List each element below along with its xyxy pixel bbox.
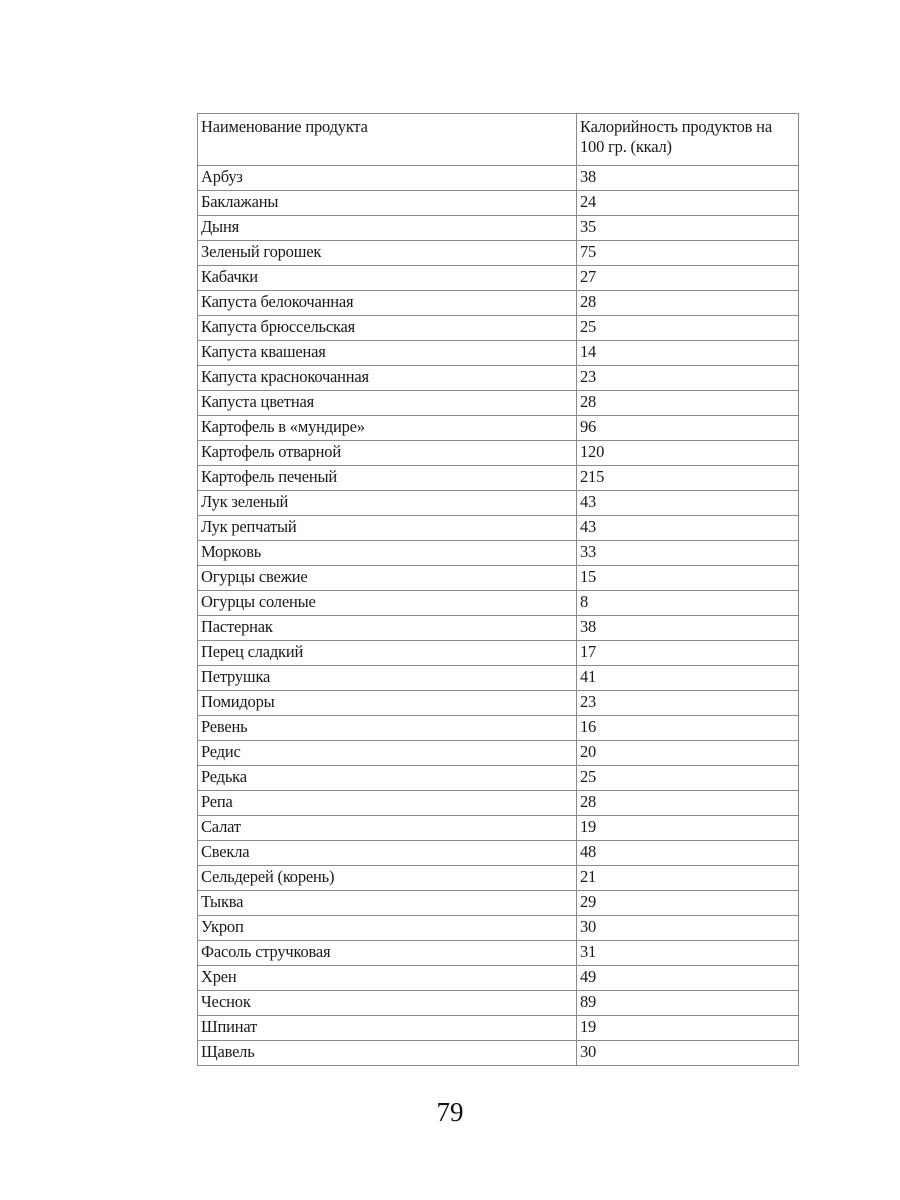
table-row	[198, 416, 799, 441]
product-name-cell: Капуста брюссельская	[198, 316, 577, 341]
product-name-cell: Арбуз	[198, 166, 577, 191]
calories-cell: 38	[577, 616, 799, 641]
calories-cell: 19	[577, 816, 799, 841]
product-name-cell: Тыква	[198, 891, 577, 916]
table-row	[198, 841, 799, 866]
product-name-cell: Редис	[198, 741, 577, 766]
product-name-cell: Помидоры	[198, 691, 577, 716]
table-row	[198, 366, 799, 391]
product-name-cell: Дыня	[198, 216, 577, 241]
table-row	[198, 316, 799, 341]
calories-cell: 24	[577, 191, 799, 216]
product-name-cell: Капуста квашеная	[198, 341, 577, 366]
product-name-cell: Салат	[198, 816, 577, 841]
calories-cell: 120	[577, 441, 799, 466]
table-row	[198, 1041, 799, 1066]
calories-cell: 30	[577, 916, 799, 941]
product-name-cell: Укроп	[198, 916, 577, 941]
table-row	[198, 466, 799, 491]
product-name-cell: Лук зеленый	[198, 491, 577, 516]
calories-cell: 14	[577, 341, 799, 366]
product-name-cell: Сельдерей (корень)	[198, 866, 577, 891]
table-row	[198, 1016, 799, 1041]
product-name-cell: Морковь	[198, 541, 577, 566]
table-row	[198, 291, 799, 316]
calorie-table	[197, 113, 799, 1066]
header-product: Наименование продукта	[198, 114, 577, 166]
product-name-cell: Баклажаны	[198, 191, 577, 216]
table-row	[198, 591, 799, 616]
table-row	[198, 641, 799, 666]
calories-cell: 8	[577, 591, 799, 616]
product-name-cell: Капуста краснокочанная	[198, 366, 577, 391]
product-name-cell: Капуста белокочанная	[198, 291, 577, 316]
table-body	[198, 166, 799, 1066]
calories-cell: 23	[577, 691, 799, 716]
product-name-cell: Ревень	[198, 716, 577, 741]
calories-cell: 17	[577, 641, 799, 666]
product-name-cell: Свекла	[198, 841, 577, 866]
calories-cell: 25	[577, 316, 799, 341]
product-name-cell: Редька	[198, 766, 577, 791]
table-row	[198, 241, 799, 266]
product-name-cell: Щавель	[198, 1041, 577, 1066]
table-row	[198, 266, 799, 291]
product-name-cell: Картофель в «мундире»	[198, 416, 577, 441]
table-row	[198, 616, 799, 641]
table-row	[198, 341, 799, 366]
table-row	[198, 391, 799, 416]
table-row	[198, 191, 799, 216]
product-name-cell: Репа	[198, 791, 577, 816]
calories-cell: 33	[577, 541, 799, 566]
calories-cell: 20	[577, 741, 799, 766]
calories-cell: 23	[577, 366, 799, 391]
table-row	[198, 441, 799, 466]
calories-cell: 27	[577, 266, 799, 291]
product-name-cell: Огурцы свежие	[198, 566, 577, 591]
product-name-cell: Пастернак	[198, 616, 577, 641]
calories-cell: 15	[577, 566, 799, 591]
table-row	[198, 941, 799, 966]
calories-cell: 16	[577, 716, 799, 741]
product-name-cell: Лук репчатый	[198, 516, 577, 541]
calories-cell: 49	[577, 966, 799, 991]
calories-cell: 25	[577, 766, 799, 791]
calories-cell: 215	[577, 466, 799, 491]
table-row	[198, 716, 799, 741]
calories-cell: 75	[577, 241, 799, 266]
table-row	[198, 991, 799, 1016]
product-name-cell: Картофель отварной	[198, 441, 577, 466]
product-name-cell: Шпинат	[198, 1016, 577, 1041]
calories-cell: 43	[577, 491, 799, 516]
table-row	[198, 866, 799, 891]
product-name-cell: Перец сладкий	[198, 641, 577, 666]
product-name-cell: Капуста цветная	[198, 391, 577, 416]
calories-cell: 30	[577, 1041, 799, 1066]
table-row	[198, 166, 799, 191]
calories-cell: 41	[577, 666, 799, 691]
table-row	[198, 491, 799, 516]
calories-cell: 28	[577, 291, 799, 316]
table-row	[198, 891, 799, 916]
product-name-cell: Чеснок	[198, 991, 577, 1016]
calories-cell: 28	[577, 791, 799, 816]
calories-cell: 96	[577, 416, 799, 441]
calories-cell: 31	[577, 941, 799, 966]
product-name-cell: Огурцы соленые	[198, 591, 577, 616]
table-row	[198, 541, 799, 566]
table-row	[198, 741, 799, 766]
table-row	[198, 791, 799, 816]
product-name-cell: Картофель печеный	[198, 466, 577, 491]
table-row	[198, 666, 799, 691]
product-name-cell: Фасоль стручковая	[198, 941, 577, 966]
table-row	[198, 216, 799, 241]
product-name-cell: Петрушка	[198, 666, 577, 691]
header-calories: Калорийность продуктов на 100 гр. (ккал)	[577, 114, 799, 166]
calories-cell: 38	[577, 166, 799, 191]
table-row	[198, 516, 799, 541]
table-row	[198, 766, 799, 791]
header-row	[198, 114, 799, 166]
page-number: 79	[436, 1097, 464, 1127]
product-name-cell: Кабачки	[198, 266, 577, 291]
table-row	[198, 566, 799, 591]
product-name-cell: Хрен	[198, 966, 577, 991]
calories-cell: 48	[577, 841, 799, 866]
calories-cell: 89	[577, 991, 799, 1016]
table-header	[198, 114, 799, 166]
table-row	[198, 916, 799, 941]
table-row	[198, 816, 799, 841]
calories-cell: 28	[577, 391, 799, 416]
table-row	[198, 966, 799, 991]
table-row	[198, 691, 799, 716]
calories-cell: 29	[577, 891, 799, 916]
calories-cell: 43	[577, 516, 799, 541]
calories-cell: 19	[577, 1016, 799, 1041]
calories-cell: 35	[577, 216, 799, 241]
calories-cell: 21	[577, 866, 799, 891]
product-name-cell: Зеленый горошек	[198, 241, 577, 266]
